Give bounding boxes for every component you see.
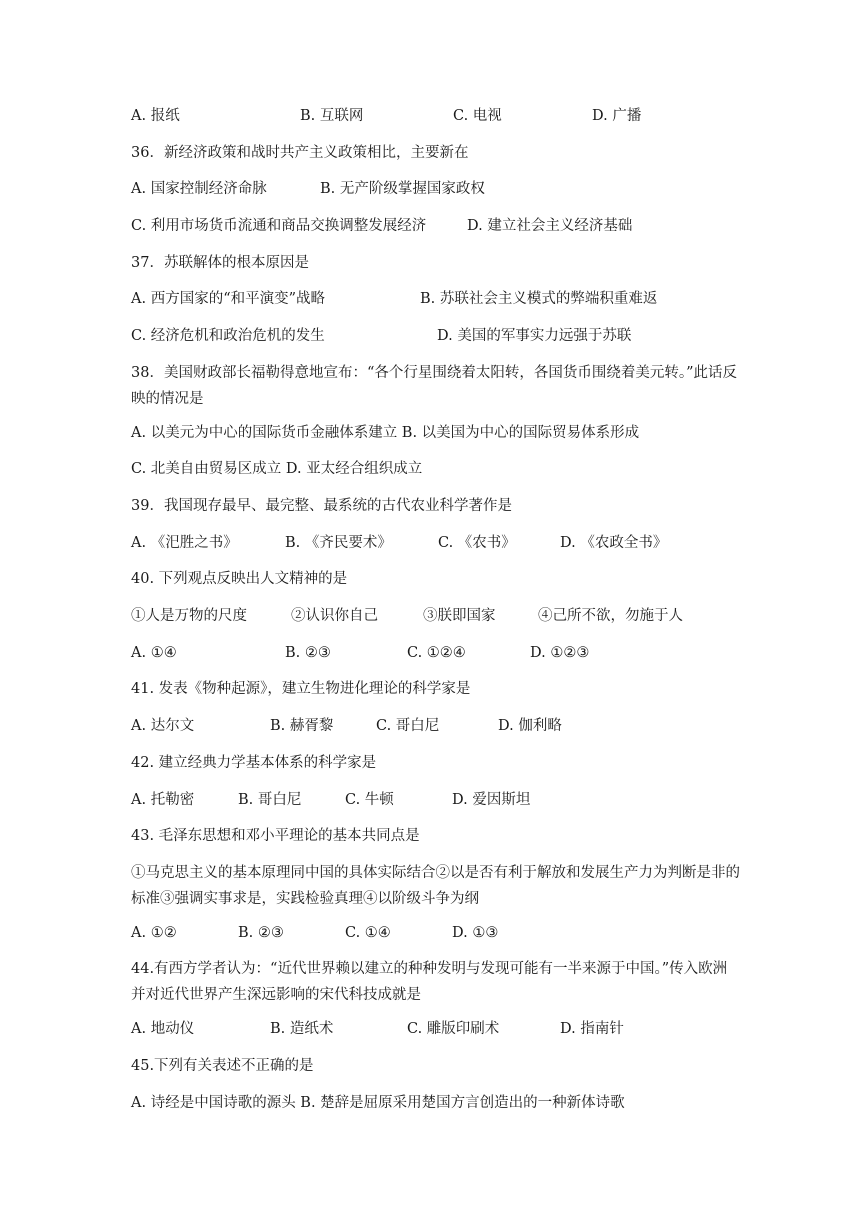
- q41-option-c: C. 哥白尼: [376, 718, 440, 734]
- q37-option-b: B. 苏联社会主义模式的弊端积重难返: [420, 291, 658, 307]
- q43-statements: ①马克思主义的基本原理同中国的具体实际结合②以是否有利于解放和发展生产力为判断是非的标准③强调实事求是，实践检验真理④以阶级斗争为纲: [131, 865, 740, 907]
- q44-option-c: C. 雕版印刷术: [407, 1021, 500, 1037]
- q43-option-c: C. ①④: [345, 925, 391, 941]
- q42-option-c: C. 牛顿: [345, 792, 394, 808]
- q42-option-d: D. 爱因斯坦: [452, 792, 531, 808]
- q39-stem: 39．我国现存最早、最完整、最系统的古代农业科学著作是: [131, 498, 512, 514]
- q40-option-b: B. ②③: [285, 645, 331, 661]
- q44-option-d: D. 指南针: [560, 1021, 624, 1037]
- q45-stem: 45.下列有关表述不正确的是: [131, 1058, 314, 1074]
- q44-option-b: B. 造纸术: [270, 1021, 334, 1037]
- q36-option-a: A. 国家控制经济命脉: [131, 181, 267, 197]
- q41-stem: 41. 发表《物种起源》，建立生物进化理论的科学家是: [131, 681, 471, 697]
- q42-stem: 42. 建立经典力学基本体系的科学家是: [131, 755, 377, 771]
- q36-stem: 36．新经济政策和战时共产主义政策相比，主要新在: [131, 145, 469, 161]
- q36-option-d: D. 建立社会主义经济基础: [467, 218, 633, 234]
- q37-option-a: A. 西方国家的“和平演变”战略: [131, 291, 326, 307]
- q40-option-c: C. ①②④: [407, 645, 466, 661]
- q38-options-cd: C. 北美自由贸易区成立 D. 亚太经合组织成立: [131, 461, 423, 477]
- q39-option-c: C. 《农书》: [438, 535, 516, 551]
- q43-option-d: D. ①③: [452, 925, 499, 941]
- q41-option-a: A. 达尔文: [131, 718, 195, 734]
- q43-stem: 43. 毛泽东思想和邓小平理论的基本共同点是: [131, 828, 420, 844]
- q36-option-c: C. 利用市场货币流通和商品交换调整发展经济: [131, 218, 427, 234]
- q43-option-a: A. ①②: [131, 925, 177, 941]
- q41-option-b: B. 赫胥黎: [270, 718, 334, 734]
- q39-option-b: B. 《齐民要术》: [285, 535, 392, 551]
- q44-option-a: A. 地动仪: [131, 1021, 195, 1037]
- q39-option-a: A. 《汜胜之书》: [131, 535, 238, 551]
- q35-option-a: A. 报纸: [131, 108, 180, 124]
- q45-options-ab: A. 诗经是中国诗歌的源头 B. 楚辞是屈原采用楚国方言创造出的一种新体诗歌: [131, 1095, 625, 1111]
- q40-option-a: A. ①④: [131, 645, 177, 661]
- q42-option-b: B. 哥白尼: [238, 792, 302, 808]
- q43-option-b: B. ②③: [238, 925, 284, 941]
- q39-option-d: D. 《农政全书》: [560, 535, 668, 551]
- q42-option-a: A. 托勒密: [131, 792, 195, 808]
- q37-stem: 37．苏联解体的根本原因是: [131, 255, 309, 271]
- q40-statement-2: ②认识你自己: [291, 608, 378, 624]
- q44-stem: 44.有西方学者认为：“近代世界赖以建立的种种发明与发现可能有一半来源于中国。”传入欧洲并对近代世界产生深远影响的宋代科技成就是: [131, 961, 728, 1003]
- q35-option-d: D. 广播: [592, 108, 642, 124]
- q41-option-d: D. 伽利略: [498, 718, 562, 734]
- q40-statement-3: ③朕即国家: [423, 608, 496, 624]
- q35-option-c: C. 电视: [453, 108, 502, 124]
- q40-statement-4: ④己所不欲，勿施于人: [538, 608, 683, 624]
- q40-option-d: D. ①②③: [530, 645, 590, 661]
- q40-stem: 40. 下列观点反映出人文精神的是: [131, 571, 348, 587]
- q38-stem: 38．美国财政部长福勒得意地宣布：“各个行星围绕着太阳转，各国货币围绕着美元转。”此话反映的情况是: [131, 365, 738, 407]
- q38-options-ab: A. 以美元为中心的国际货币金融体系建立 B. 以美国为中心的国际贸易体系形成: [131, 425, 640, 441]
- q37-option-c: C. 经济危机和政治危机的发生: [131, 328, 325, 344]
- q40-statement-1: ①人是万物的尺度: [131, 608, 247, 624]
- q35-option-b: B. 互联网: [300, 108, 364, 124]
- q36-option-b: B. 无产阶级掌握国家政权: [320, 181, 485, 197]
- q37-option-d: D. 美国的军事实力远强于苏联: [437, 328, 632, 344]
